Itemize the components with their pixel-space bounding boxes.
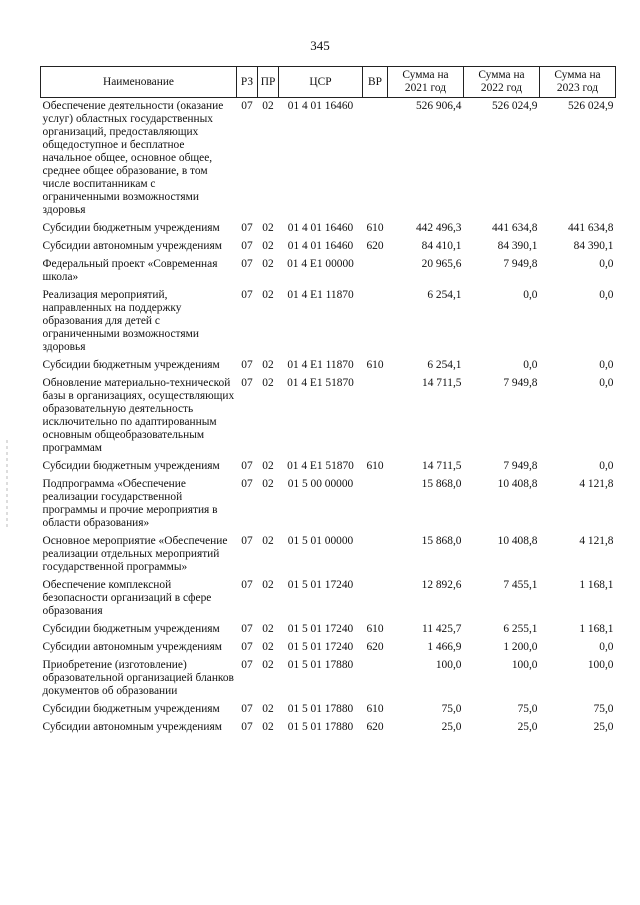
cell-sum-2021: 84 410,1 — [421, 240, 462, 252]
cell-sum-2022: 7 949,8 — [503, 377, 538, 389]
header-csr: ЦСР — [279, 67, 363, 98]
cell-csr: 01 4 E1 51870 — [287, 377, 354, 389]
cell-rz: 07 — [241, 721, 253, 733]
cell-sum-2023: 441 634,8 — [567, 222, 614, 234]
cell-sum-2023: 75,0 — [593, 703, 614, 715]
table-row — [41, 357, 616, 375]
cell-sum-2021: 14 711,5 — [422, 460, 462, 472]
cell-name: Субсидии автономным учреждениям — [42, 721, 222, 733]
cell-rz: 07 — [241, 623, 253, 635]
cell-pr: 02 — [262, 659, 274, 671]
cell-csr: 01 5 01 17240 — [287, 579, 354, 591]
cell-name: Субсидии автономным учреждениям — [42, 641, 222, 653]
cell-vr: 610 — [366, 623, 384, 635]
table-row — [41, 533, 616, 577]
cell-name: Приобретение (изготовление) образовательной организацией бланков документов об образовании — [42, 659, 234, 697]
cell-vr: 610 — [366, 222, 384, 234]
cell-vr: 610 — [366, 359, 384, 371]
header-sum-2022: Сумма на 2022 год — [464, 67, 540, 98]
cell-sum-2021: 526 906,4 — [415, 100, 462, 112]
cell-sum-2021: 12 892,6 — [421, 579, 462, 591]
cell-csr: 01 4 01 16460 — [287, 100, 354, 112]
cell-sum-2023: 0,0 — [599, 377, 614, 389]
table-row — [41, 220, 616, 238]
cell-pr: 02 — [262, 579, 274, 591]
cell-vr — [363, 256, 388, 287]
cell-name: Обновление материально-технической базы в организациях, осуществляющих образовательную деятельность исключительно по адаптированным основным общеобразовательным программам — [42, 377, 235, 454]
table-row — [41, 476, 616, 533]
cell-name: Основное мероприятие «Обеспечение реализации отдельных мероприятий государственной программы» — [42, 535, 228, 573]
cell-pr: 02 — [262, 721, 274, 733]
cell-csr: 01 5 01 00000 — [287, 535, 354, 547]
cell-name: Реализация мероприятий, направленных на поддержку образования для детей с ограниченными возможностями здоровья — [42, 289, 199, 353]
cell-csr: 01 5 01 17880 — [287, 703, 354, 715]
cell-pr: 02 — [262, 258, 274, 270]
cell-csr: 01 5 00 00000 — [287, 478, 354, 490]
cell-sum-2022: 526 024,9 — [491, 100, 538, 112]
cell-sum-2021: 15 868,0 — [421, 478, 462, 490]
cell-csr: 01 5 01 17240 — [287, 641, 354, 653]
table-row — [41, 256, 616, 287]
header-vr: ВР — [363, 67, 388, 98]
cell-sum-2021: 20 965,6 — [421, 258, 462, 270]
cell-vr — [363, 533, 388, 577]
header-row — [41, 67, 616, 98]
header-pr: ПР — [258, 67, 279, 98]
cell-sum-2022: 10 408,8 — [497, 478, 538, 490]
table-row — [41, 639, 616, 657]
cell-sum-2021: 11 425,7 — [422, 623, 462, 635]
cell-name: Субсидии автономным учреждениям — [42, 240, 222, 252]
margin-stamp-mark — [6, 440, 8, 530]
cell-sum-2021: 25,0 — [441, 721, 462, 733]
table-row — [41, 701, 616, 719]
cell-pr: 02 — [262, 460, 274, 472]
cell-pr: 02 — [262, 359, 274, 371]
table-row — [41, 375, 616, 458]
header-sum-2021: Сумма на 2021 год — [388, 67, 464, 98]
cell-sum-2023: 0,0 — [599, 641, 614, 653]
table-row — [41, 98, 616, 221]
cell-rz: 07 — [241, 240, 253, 252]
cell-sum-2022: 25,0 — [517, 721, 538, 733]
cell-sum-2021: 75,0 — [441, 703, 462, 715]
cell-sum-2023: 100,0 — [587, 659, 614, 671]
cell-pr: 02 — [262, 100, 274, 112]
cell-sum-2021: 6 254,1 — [427, 289, 462, 301]
table-row — [41, 287, 616, 357]
table-row — [41, 621, 616, 639]
cell-sum-2023: 0,0 — [599, 258, 614, 270]
cell-rz: 07 — [241, 222, 253, 234]
cell-sum-2023: 1 168,1 — [579, 623, 614, 635]
cell-pr: 02 — [262, 623, 274, 635]
cell-name: Субсидии бюджетным учреждениям — [42, 222, 220, 234]
table-body — [41, 98, 616, 738]
table-header — [41, 67, 616, 98]
cell-name: Обеспечение деятельности (оказание услуг) областных государственных организаций, предоставляющих общедоступное и бесплатное начальное общее, основное общее, среднее общее образование, в том числе воспитанникам с ограниченными возможностями здоровья — [42, 100, 224, 216]
cell-vr — [363, 476, 388, 533]
cell-sum-2022: 1 200,0 — [503, 641, 538, 653]
cell-sum-2023: 0,0 — [599, 359, 614, 371]
cell-name: Субсидии бюджетным учреждениям — [42, 623, 220, 635]
cell-name: Федеральный проект «Современная школа» — [42, 258, 218, 283]
cell-pr: 02 — [262, 377, 274, 389]
cell-sum-2022: 441 634,8 — [491, 222, 538, 234]
page-number: 345 — [310, 38, 330, 53]
cell-rz: 07 — [241, 703, 253, 715]
cell-name: Субсидии бюджетным учреждениям — [42, 460, 220, 472]
cell-sum-2023: 25,0 — [593, 721, 614, 733]
cell-vr — [363, 287, 388, 357]
cell-rz: 07 — [241, 289, 253, 301]
cell-rz: 07 — [241, 641, 253, 653]
header-name: Наименование — [41, 67, 237, 98]
cell-sum-2023: 1 168,1 — [579, 579, 614, 591]
cell-pr: 02 — [262, 289, 274, 301]
cell-vr: 620 — [366, 641, 384, 653]
cell-rz: 07 — [241, 535, 253, 547]
cell-csr: 01 4 01 16460 — [287, 240, 354, 252]
cell-csr: 01 5 01 17880 — [287, 659, 354, 671]
cell-sum-2022: 7 949,8 — [503, 460, 538, 472]
cell-name: Субсидии бюджетным учреждениям — [42, 703, 220, 715]
cell-sum-2022: 100,0 — [511, 659, 538, 671]
cell-vr: 620 — [366, 240, 384, 252]
cell-vr: 620 — [366, 721, 384, 733]
cell-rz: 07 — [241, 377, 253, 389]
cell-pr: 02 — [262, 478, 274, 490]
cell-sum-2022: 10 408,8 — [497, 535, 538, 547]
cell-sum-2021: 6 254,1 — [427, 359, 462, 371]
cell-rz: 07 — [241, 100, 253, 112]
cell-pr: 02 — [262, 535, 274, 547]
table-row — [41, 238, 616, 256]
cell-rz: 07 — [241, 258, 253, 270]
cell-sum-2022: 0,0 — [523, 359, 538, 371]
cell-rz: 07 — [241, 659, 253, 671]
cell-pr: 02 — [262, 703, 274, 715]
cell-sum-2022: 7 455,1 — [503, 579, 538, 591]
cell-sum-2022: 6 255,1 — [503, 623, 538, 635]
cell-pr: 02 — [262, 641, 274, 653]
cell-sum-2023: 4 121,8 — [579, 478, 614, 490]
table-row — [41, 657, 616, 701]
cell-vr — [363, 375, 388, 458]
cell-sum-2021: 14 711,5 — [422, 377, 462, 389]
cell-vr: 610 — [366, 460, 384, 472]
cell-sum-2022: 75,0 — [517, 703, 538, 715]
cell-rz: 07 — [241, 460, 253, 472]
cell-sum-2022: 84 390,1 — [497, 240, 538, 252]
cell-sum-2021: 1 466,9 — [427, 641, 462, 653]
cell-csr: 01 4 E1 11870 — [287, 289, 354, 301]
cell-csr: 01 5 01 17240 — [287, 623, 354, 635]
budget-table — [40, 66, 616, 737]
cell-csr: 01 4 E1 00000 — [287, 258, 354, 270]
table-row — [41, 458, 616, 476]
table-row — [41, 577, 616, 621]
cell-sum-2021: 100,0 — [435, 659, 462, 671]
cell-name: Подпрограмма «Обеспечение реализации государственной программы и прочие мероприятия в области образования» — [42, 478, 218, 529]
cell-name: Субсидии бюджетным учреждениям — [42, 359, 220, 371]
cell-csr: 01 5 01 17880 — [287, 721, 354, 733]
cell-sum-2022: 0,0 — [523, 289, 538, 301]
cell-sum-2021: 442 496,3 — [415, 222, 462, 234]
cell-sum-2023: 84 390,1 — [573, 240, 614, 252]
header-rz: РЗ — [237, 67, 258, 98]
cell-pr: 02 — [262, 222, 274, 234]
cell-sum-2023: 526 024,9 — [567, 100, 614, 112]
cell-csr: 01 4 01 16460 — [287, 222, 354, 234]
cell-vr — [363, 98, 388, 221]
cell-sum-2023: 0,0 — [599, 289, 614, 301]
table-row — [41, 719, 616, 737]
cell-rz: 07 — [241, 478, 253, 490]
cell-rz: 07 — [241, 359, 253, 371]
header-sum-2023: Сумма на 2023 год — [540, 67, 616, 98]
cell-rz: 07 — [241, 579, 253, 591]
cell-sum-2021: 15 868,0 — [421, 535, 462, 547]
cell-vr: 610 — [366, 703, 384, 715]
cell-name: Обеспечение комплексной безопасности организаций в сфере образования — [42, 579, 212, 617]
cell-sum-2023: 4 121,8 — [579, 535, 614, 547]
cell-vr — [363, 657, 388, 701]
cell-csr: 01 4 E1 51870 — [287, 460, 354, 472]
cell-sum-2022: 7 949,8 — [503, 258, 538, 270]
cell-csr: 01 4 E1 11870 — [287, 359, 354, 371]
cell-pr: 02 — [262, 240, 274, 252]
cell-sum-2023: 0,0 — [599, 460, 614, 472]
cell-vr — [363, 577, 388, 621]
